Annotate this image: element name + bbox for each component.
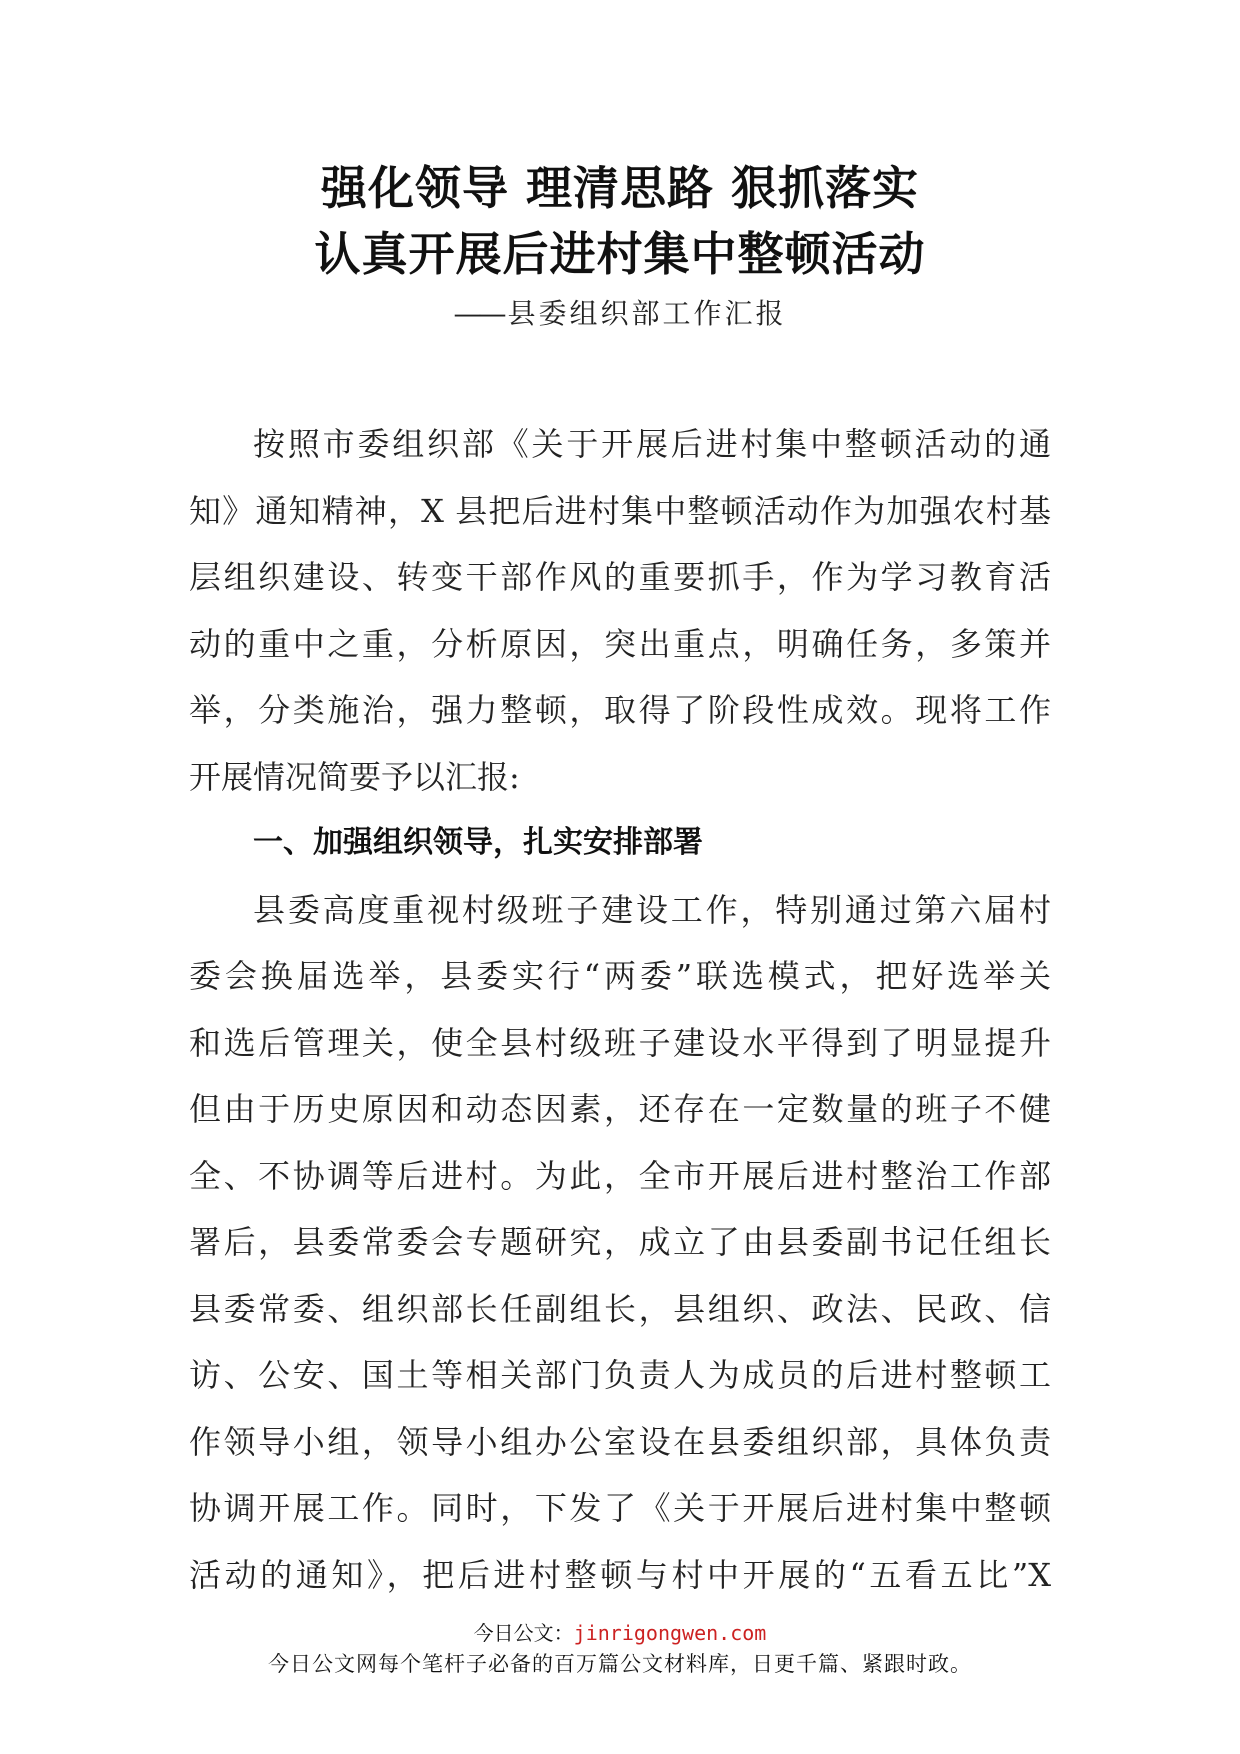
paragraph-line: 作领导小组，领导小组办公室设在县委组织部，具体负责: [189, 1422, 1051, 1461]
paragraph-line: 按照市委组织部《关于开展后进村集中整顿活动的通: [253, 425, 1051, 463]
footer-label: 今日公文：: [473, 1621, 574, 1645]
paragraph-line: 县委常委、组织部长任副组长，县组织、政法、民政、信: [189, 1289, 1051, 1328]
footer-url-link[interactable]: jinrigongwen.com: [573, 1621, 767, 1645]
paragraph-line: 但由于历史原因和动态因素，还存在一定数量的班子不健: [189, 1090, 1051, 1128]
footer-source: [0, 1617, 1240, 1646]
paragraph-line: 全、不协调等后进村。为此，全市开展后进村整治工作部: [189, 1156, 1051, 1195]
paragraph-line: 活动的通知》，把后进村整顿与村中开展的“五看五比”X: [189, 1555, 1051, 1594]
title-line-2: 认真开展后进村集中整顿活动: [314, 227, 926, 281]
subtitle-text: 县委组织部工作汇报: [507, 297, 787, 330]
paragraph-line: 委会换届选举，县委实行“两委”联选模式，把好选举关: [189, 957, 1051, 995]
paragraph-line: 协调开展工作。同时，下发了《关于开展后进村集中整顿: [189, 1489, 1051, 1527]
paragraph-line: 县委高度重视村级班子建设工作，特别通过第六届村: [253, 890, 1051, 929]
paragraph-line: 知》通知精神，X 县把后进村集中整顿活动作为加强农村基: [189, 491, 1051, 530]
paragraph-line: 举，分类施治，强力整顿，取得了阶段性成效。现将工作: [189, 691, 1051, 729]
paragraph-line: 署后，县委常委会专题研究，成立了由县委副书记任组长: [189, 1223, 1051, 1261]
paragraph-line: 访、公安、国土等相关部门负责人为成员的后进村整顿工: [189, 1356, 1051, 1394]
paragraph-line: 开展情况简要予以汇报:: [189, 757, 520, 796]
title-line-1: 强化领导 理清思路 狠抓落实: [320, 161, 920, 215]
paragraph-line: 动的重中之重，分析原因，突出重点，明确任务，多策并: [189, 624, 1051, 663]
paragraph-line: 层组织建设、转变干部作风的重要抓手，作为学习教育活: [189, 558, 1051, 596]
paragraph-line: 和选后管理关，使全县村级班子建设水平得到了明显提升: [189, 1023, 1051, 1062]
document-body: [189, 411, 1051, 1608]
subtitle-dash: ——: [453, 297, 504, 330]
section-heading: 一、加强组织领导，扎实安排部署: [253, 825, 703, 860]
footer-slogan: 今日公文网每个笔杆子必备的百万篇公文材料库，日更千篇、紧跟时政。: [268, 1652, 972, 1676]
subtitle: [0, 292, 1240, 332]
